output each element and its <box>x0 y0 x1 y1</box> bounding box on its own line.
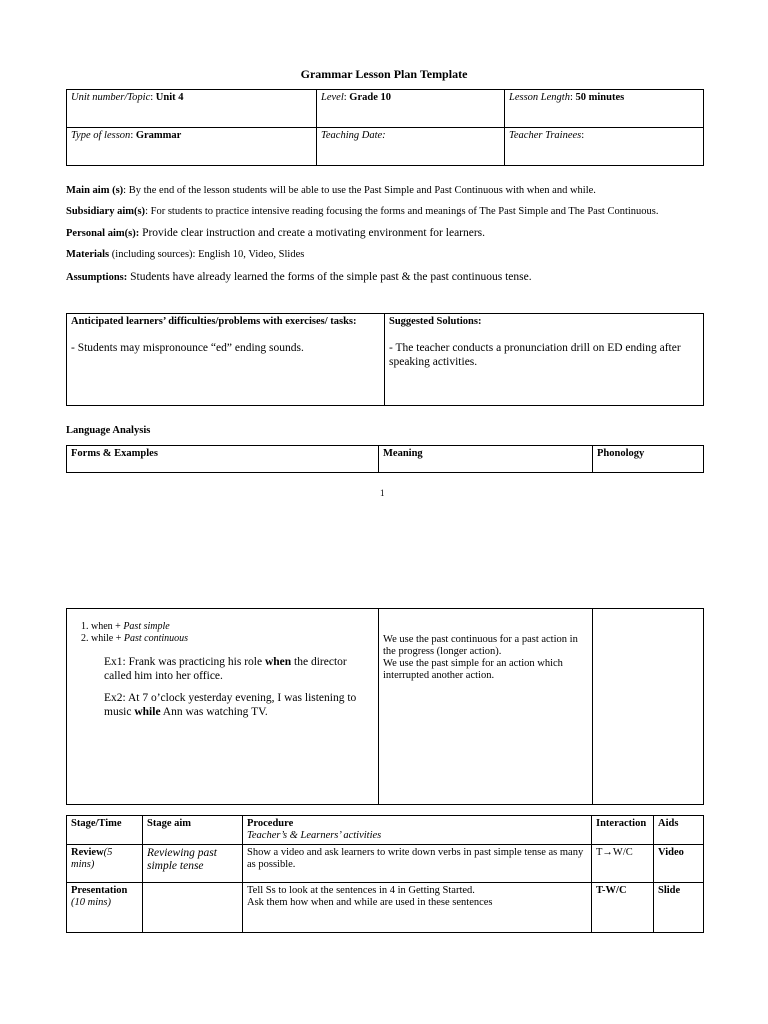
interaction-cell: T→W/C <box>592 845 654 883</box>
interaction-cell: T-W/C <box>592 883 654 933</box>
solutions-header: Suggested Solutions: <box>389 316 482 327</box>
stage-row-presentation <box>67 883 704 933</box>
col-procedure: Procedure Teacher’s & Learners’ activities <box>243 816 592 845</box>
stage-time-cell: Review(5 mins) <box>67 845 143 883</box>
language-analysis-heading: Language Analysis <box>66 425 151 436</box>
form-item-when: 1. when + Past simple <box>91 621 374 633</box>
col-meaning: Meaning <box>379 446 593 473</box>
meaning-cell: We use the past continuous for a past action in the progress (longer action). We use the past simple for an action which interrupted another action. <box>379 609 593 805</box>
stages-table <box>66 815 704 933</box>
example-1: Ex1: Frank was practicing his role when the director called him into her office. <box>104 656 347 682</box>
forms-list <box>71 621 374 645</box>
procedure-cell: Show a video and ask learners to write down verbs in past simple tense as many as possible. <box>243 845 592 883</box>
col-aids: Aids <box>654 816 704 845</box>
col-stage-aim: Stage aim <box>143 816 243 845</box>
main-aim: Main aim (s): By the end of the lesson students will be able to use the Past Simple and Past Continuous with when and while. <box>66 185 596 196</box>
unit-cell: Unit number/Topic: Unit 4 <box>67 90 317 128</box>
personal-aim: Personal aim(s): Provide clear instruction and create a motivating environment for learners. <box>66 227 486 239</box>
level-cell: Level: Grade 10 <box>317 90 505 128</box>
col-stage-time: Stage/Time <box>67 816 143 845</box>
difficulties-cell <box>67 314 385 406</box>
form-item-while: 2. while + Past continuous <box>91 633 374 645</box>
lesson-info-table <box>66 89 704 166</box>
example-2: Ex2: At 7 o’clock yesterday evening, I was listening to music while Ann was watching TV. <box>104 692 357 718</box>
phonology-cell <box>593 609 704 805</box>
stage-time-cell: Presentation (10 mins) <box>67 883 143 933</box>
stage-aim-cell <box>143 883 243 933</box>
language-analysis-header-table <box>66 445 704 473</box>
solution-text: - The teacher conducts a pronunciation drill on ED ending after speaking activities. <box>389 342 681 368</box>
difficulties-table <box>66 313 704 406</box>
difficulties-header: Anticipated learners’ difficulties/problems with exercises/ tasks: <box>71 316 357 327</box>
difficulty-text: - Students may mispronounce “ed” ending sounds. <box>71 342 304 354</box>
aids-cell: Video <box>654 845 704 883</box>
date-cell: Teaching Date: <box>317 128 505 166</box>
stage-aim-cell: Reviewing past simple tense <box>143 845 243 883</box>
forms-table <box>66 608 704 805</box>
trainees-cell: Teacher Trainees: <box>505 128 704 166</box>
forms-examples-cell <box>67 609 379 805</box>
type-cell: Type of lesson: Grammar <box>67 128 317 166</box>
length-cell: Lesson Length: 50 minutes <box>505 90 704 128</box>
procedure-cell: Tell Ss to look at the sentences in 4 in Getting Started. Ask them how when and while are used in these sentences <box>243 883 592 933</box>
aids-cell: Slide <box>654 883 704 933</box>
col-forms-examples: Forms & Examples <box>67 446 379 473</box>
stage-row-review <box>67 845 704 883</box>
col-interaction: Interaction <box>592 816 654 845</box>
materials: Materials (including sources): English 10, Video, Slides <box>66 249 305 260</box>
document-title: Grammar Lesson Plan Template <box>300 67 468 81</box>
assumptions: Assumptions: Students have already learned the forms of the simple past & the past continuous tense. <box>66 271 532 283</box>
solutions-cell <box>385 314 704 406</box>
col-phonology: Phonology <box>593 446 704 473</box>
page-number: 1 <box>380 488 385 498</box>
subsidiary-aim: Subsidiary aim(s): For students to practice intensive reading focusing the forms and meanings of The Past Simple and The Past Continuous. <box>66 206 659 217</box>
